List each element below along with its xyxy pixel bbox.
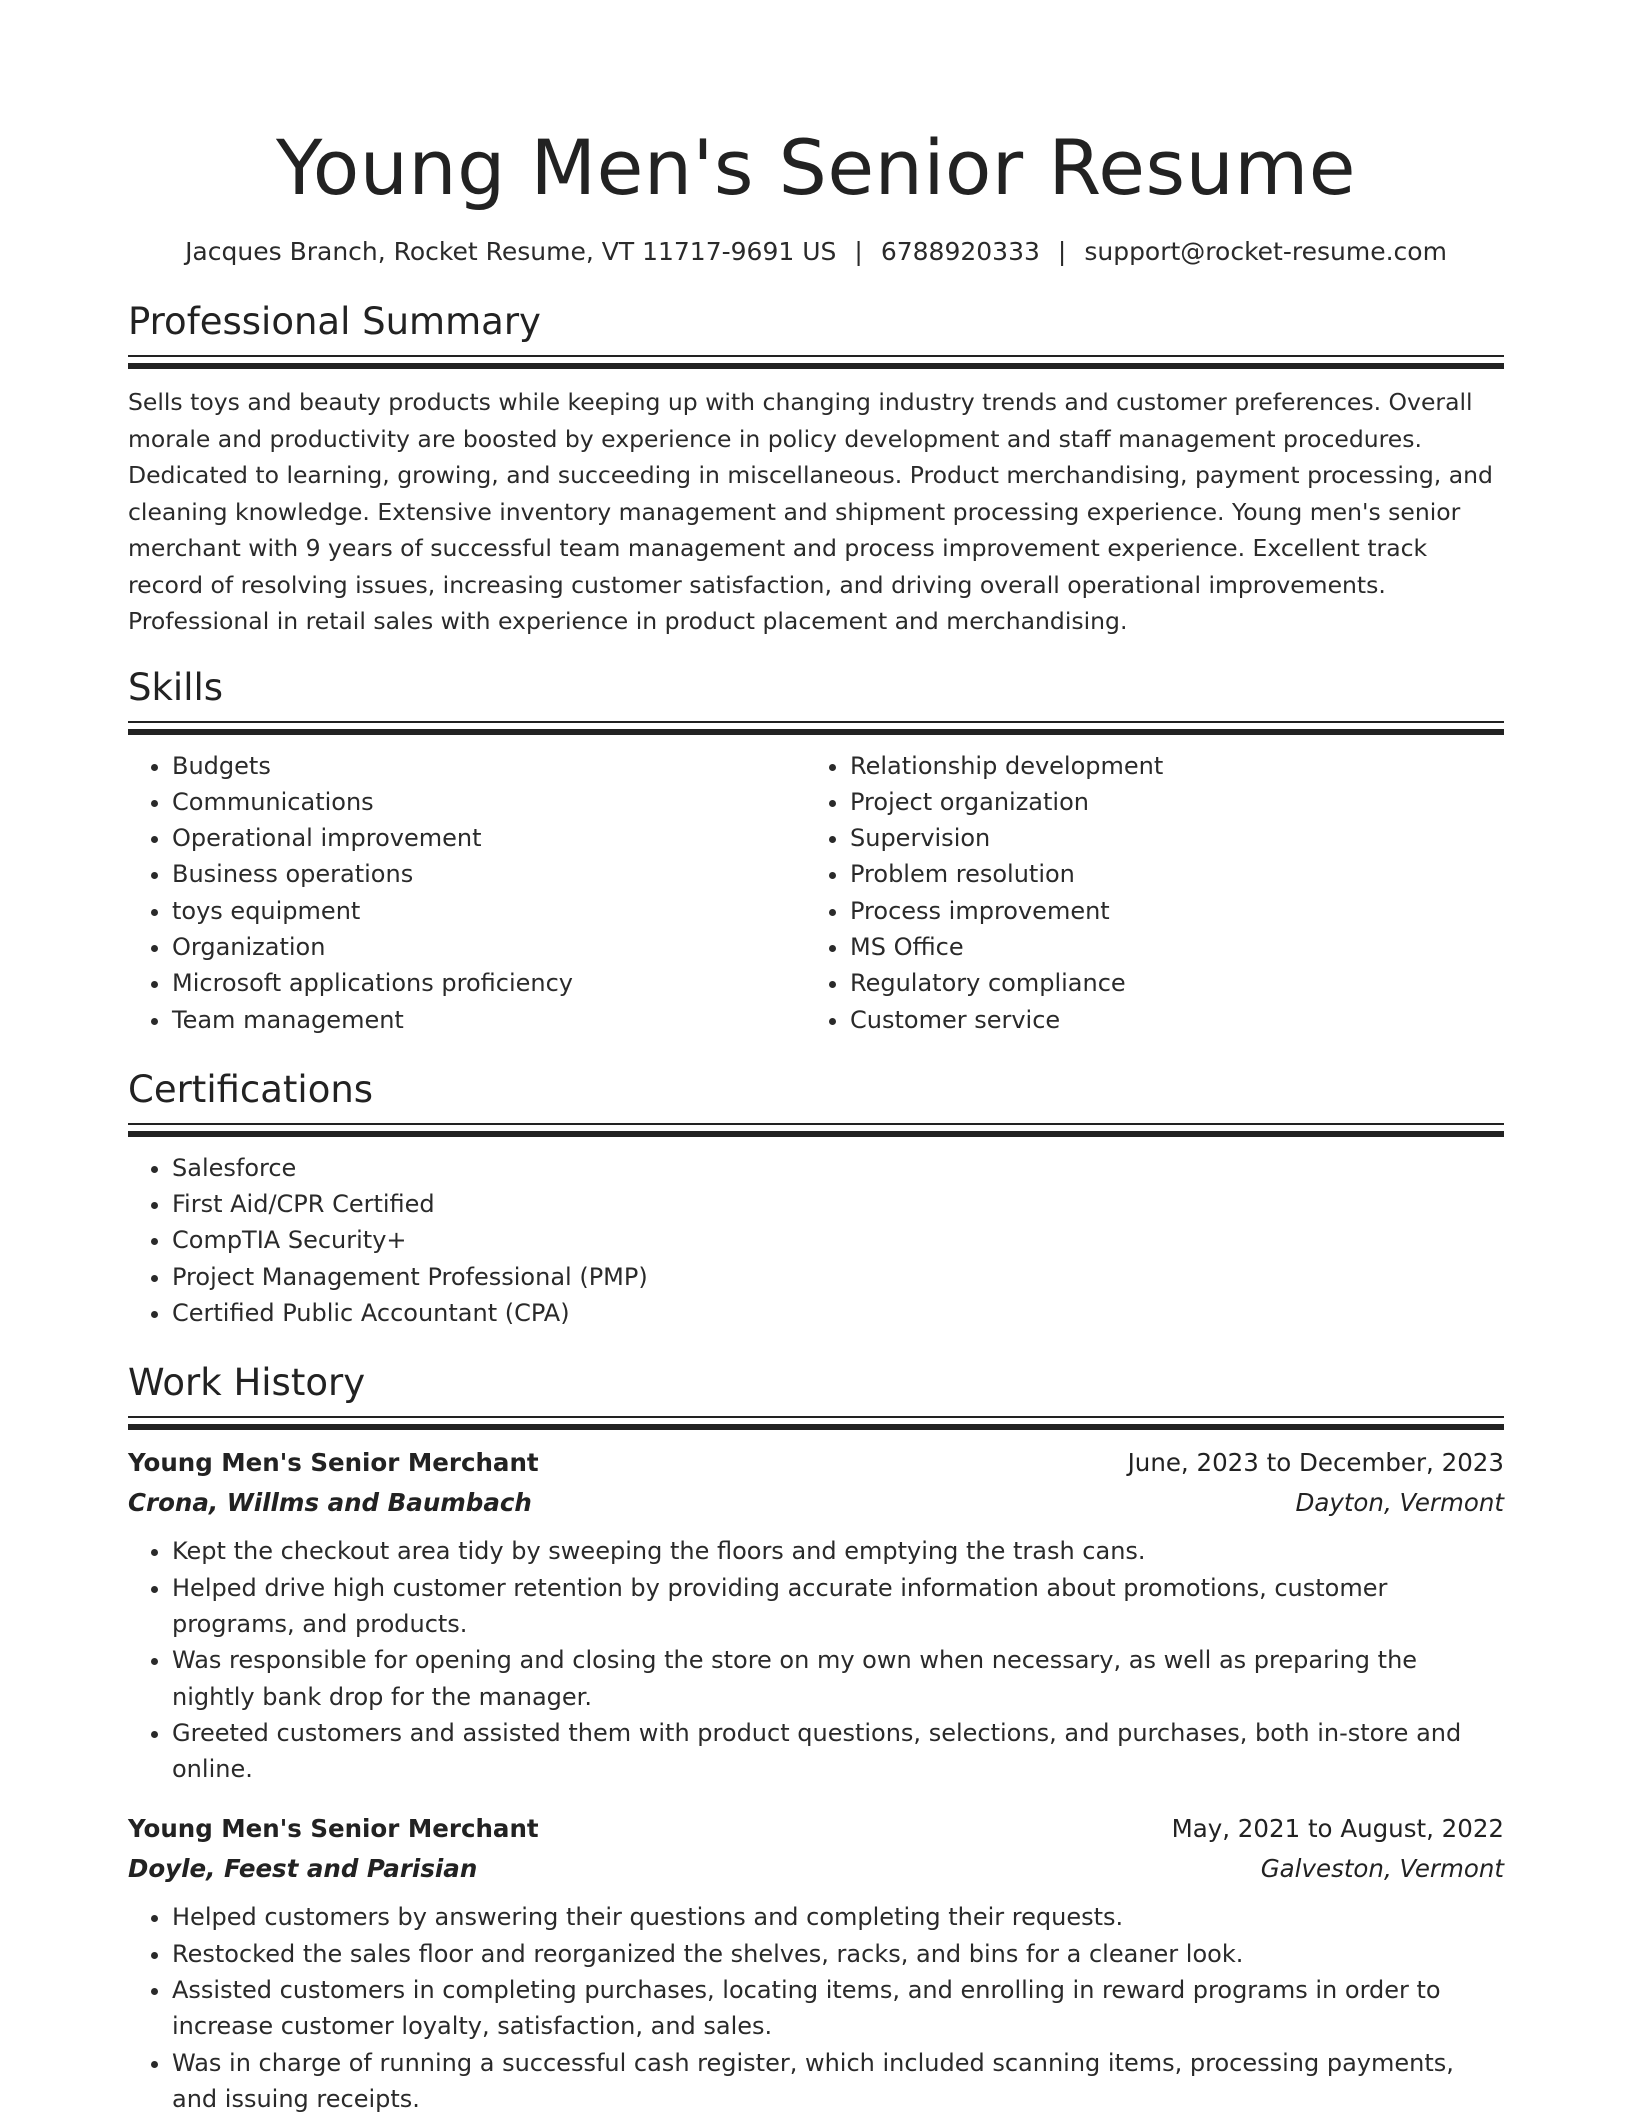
skill-item: • Project organization [850, 784, 1484, 820]
resume-title: Young Men's Senior Resume [275, 123, 1357, 212]
job-dates: June, 2023 to December, 2023 [1127, 1448, 1504, 1478]
contact-separator: | [854, 237, 863, 266]
skill-item: • Budgets [172, 748, 806, 784]
section-heading: Work History [128, 1361, 366, 1405]
job-header-row [128, 1809, 1504, 1849]
job-title: Young Men's Senior Merchant [128, 1814, 539, 1844]
section-divider [128, 1416, 1504, 1431]
skill-item: • Process improvement [850, 893, 1484, 929]
job-bullet: • Was responsible for opening and closing the store on my own when necessary, as well as preparing the nightly bank drop for the manager. [172, 1642, 1504, 1715]
job-company: Doyle, Feest and Parisian [128, 1854, 478, 1884]
job-bullet: • Restocked the sales floor and reorganized the shelves, racks, and bins for a cleaner look. [172, 1936, 1504, 1972]
skill-item: • Communications [172, 784, 806, 820]
certification-item: • CompTIA Security+ [172, 1222, 1504, 1258]
job-entry [128, 1443, 1504, 1787]
job-bullet: • Helped customers by answering their questions and completing their requests. [172, 1899, 1504, 1935]
skill-item: • Microsoft applications proficiency [172, 965, 806, 1001]
job-title: Young Men's Senior Merchant [128, 1448, 539, 1478]
resume-page [128, 0, 1504, 2117]
section-divider [128, 355, 1504, 370]
job-bullets [128, 1533, 1504, 1787]
certification-item: • Salesforce [172, 1150, 1504, 1186]
skill-item: • Problem resolution [850, 856, 1484, 892]
job-bullet: • Kept the checkout area tidy by sweeping the floors and emptying the trash cans. [172, 1533, 1504, 1569]
skills-list-right [806, 748, 1484, 1038]
skill-item: • MS Office [850, 929, 1484, 965]
summary-section [128, 298, 1504, 640]
summary-text: Sells toys and beauty products while keeping up with changing industry trends and customer preferences. Overall morale and productivity are boosted by experience in policy development and staff management procedures. Dedicated to learning, growing, and succeeding in miscellaneous. Product merchandising, payment processing, and cleaning knowledge. Extensive inventory management and shipment processing experience. Young men's senior merchant with 9 years of successful team management and process improvement experience. Excellent track record of resolving issues, increasing customer satisfaction, and driving overall operational improvements. Professional in retail sales with experience in product placement and merchandising. [128, 388, 1493, 635]
certification-item: • First Aid/CPR Certified [172, 1186, 1504, 1222]
work-history-section [128, 1359, 1504, 2117]
skill-item: • Team management [172, 1002, 806, 1038]
job-bullet: • Helped drive high customer retention by providing accurate information about promotions, customer programs, and products. [172, 1570, 1504, 1643]
section-heading: Certifications [128, 1067, 374, 1111]
skill-item: • Regulatory compliance [850, 965, 1484, 1001]
certification-item: • Certified Public Accountant (CPA) [172, 1295, 1504, 1331]
job-dates: May, 2021 to August, 2022 [1171, 1814, 1504, 1844]
skills-columns [128, 748, 1504, 1038]
job-header-row [128, 1443, 1504, 1483]
skills-list-left [128, 748, 806, 1038]
job-company-row [128, 1849, 1504, 1889]
job-bullets [128, 1899, 1504, 2117]
skill-item: • toys equipment [172, 893, 806, 929]
contact-separator: | [1057, 237, 1067, 266]
skill-item: • Customer service [850, 1002, 1484, 1038]
certifications-list [128, 1150, 1504, 1331]
job-entry [128, 1809, 1504, 2117]
contact-line [128, 236, 1504, 268]
job-bullet: • Greeted customers and assisted them with product questions, selections, and purchases, both in-store and online. [172, 1715, 1504, 1788]
skill-item: • Business operations [172, 856, 806, 892]
section-divider [128, 1123, 1504, 1138]
job-company: Crona, Willms and Baumbach [128, 1488, 532, 1518]
skill-item: • Operational improvement [172, 820, 806, 856]
job-location: Galveston, Vermont [1260, 1854, 1504, 1884]
skill-item: • Organization [172, 929, 806, 965]
contact-address: Jacques Branch, Rocket Resume, VT 11717-9691 US [185, 237, 837, 266]
skill-item: • Supervision [850, 820, 1484, 856]
section-heading: Professional Summary [128, 300, 541, 343]
contact-email: support@rocket-resume.com [1084, 237, 1447, 266]
job-company-row [128, 1483, 1504, 1523]
contact-phone: 6788920333 [880, 237, 1040, 266]
section-heading: Skills [128, 665, 224, 709]
job-location: Dayton, Vermont [1295, 1488, 1504, 1518]
section-divider [128, 721, 1504, 736]
skills-section [128, 664, 1504, 1038]
skill-item: • Relationship development [850, 748, 1484, 784]
job-bullet: • Was in charge of running a successful cash register, which included scanning items, processing payments, and issuing receipts. [172, 2045, 1504, 2117]
job-bullet: • Assisted customers in completing purchases, locating items, and enrolling in reward programs in order to increase customer loyalty, satisfaction, and sales. [172, 1972, 1504, 2045]
certifications-section [128, 1066, 1504, 1331]
certification-item: • Project Management Professional (PMP) [172, 1259, 1504, 1295]
